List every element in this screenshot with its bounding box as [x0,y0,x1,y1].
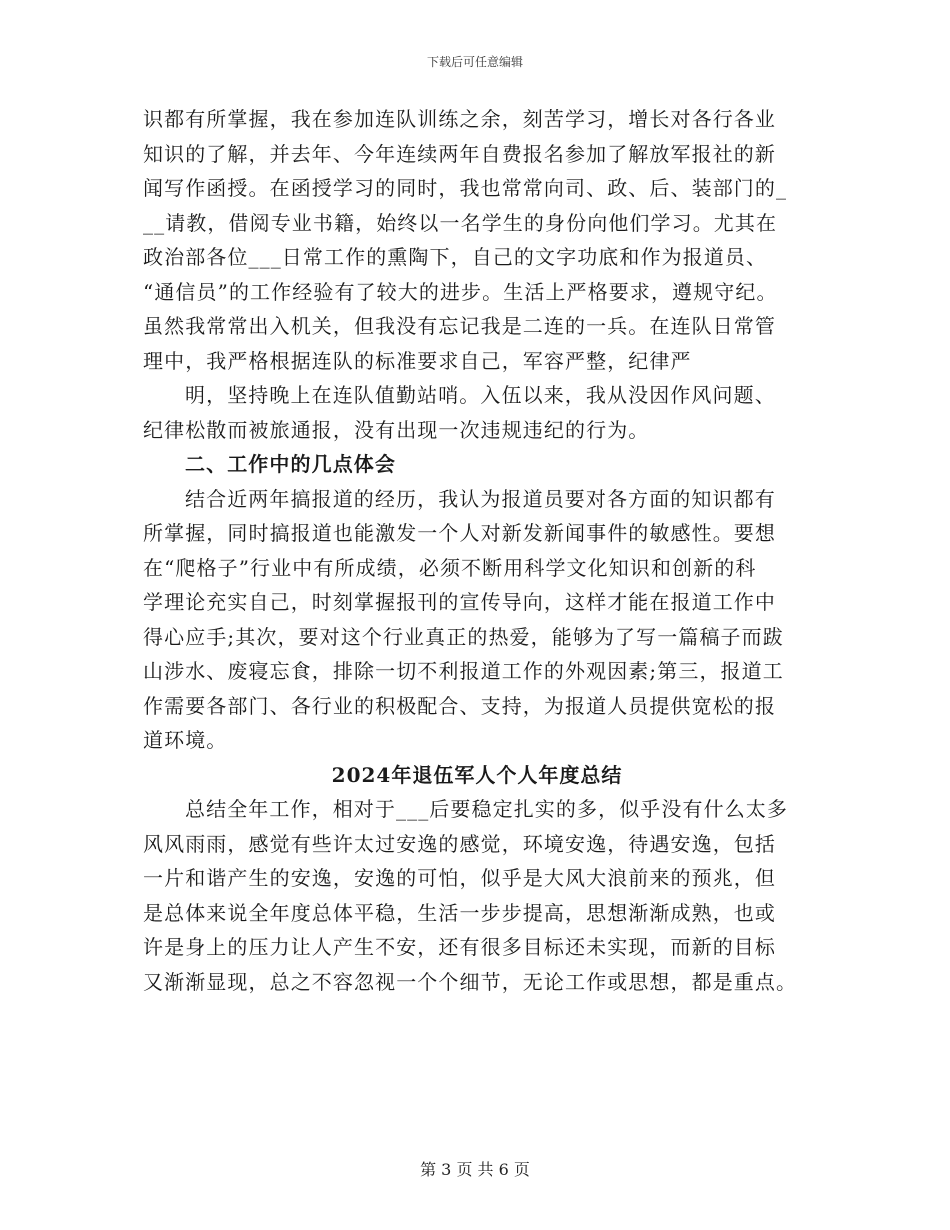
document-body [143,102,811,999]
text-line: 许是身上的压力让人产生不安，还有很多目标还未实现，而新的目标 [143,935,776,959]
paragraph-1 [143,102,811,378]
section-heading: 二、工作中的几点体会 [185,452,396,476]
page-header: 下载后可任意编辑 [426,55,523,69]
text-line: “通信员”的工作经验有了较大的进步。生活上严格要求，遵规守纪。 [143,279,778,304]
text-line: 闻写作函授。在函授学习的同时，我也常常向司、政、后、装部门的_ [143,176,788,200]
text-line: __请教，借阅专业书籍，始终以一名学生的身份向他们学习。尤其在 [143,210,778,235]
text-line: 道环境。 [143,728,228,752]
text-line: 作需要各部门、各行业的积极配合、支持，为报道人员提供宽松的报 [143,693,776,718]
text-line: 总结全年工作，相对于___后要稳定扎实的多，似乎没有什么太多 [185,797,788,821]
text-line: 所掌握，同时搞报道也能激发一个人对新发新闻事件的敏感性。要想 [143,521,776,545]
paragraph-2 [143,378,811,447]
text-line: 政治部各位___日常工作的熏陶下，自己的文字功底和作为报道员、 [143,245,768,269]
page-footer: 第 3 页 共 6 页 [420,1160,530,1179]
text-line: 又渐渐显现，总之不容忽视一个个细节，无论工作或思想，都是重点。 [143,969,798,994]
text-line: 一片和谐产生的安逸，安逸的可怕，似乎是大风大浪前来的预兆，但 [143,866,776,890]
text-line: 山涉水、废寝忘食，排除一切不利报道工作的外观因素;第三，报道工 [143,659,784,683]
text-line: 识都有所掌握，我在参加连队训练之余，刻苦学习，增长对各行各业 [143,107,776,131]
text-line: 虽然我常常出入机关，但我没有忘记我是二连的一兵。在连队日常管 [143,314,776,338]
text-line: 知识的了解，并去年、今年连续两年自费报名参加了解放军报社的新 [143,141,776,166]
paragraph-4 [143,792,811,999]
text-line: 在“爬格子”行业中有所成绩，必须不断用科学文化知识和创新的科 [143,555,757,580]
text-line: 明，坚持晚上在连队值勤站哨。入伍以来，我从没因作风问题、 [185,383,776,407]
text-line: 理中，我严格根据连队的标准要求自己，军容严整，纪律严 [143,348,692,373]
text-line: 结合近两年搞报道的经历，我认为报道员要对各方面的知识都有 [185,486,776,511]
document-title: 2024年退伍军人个人年度总结 [331,762,623,787]
text-line: 学理论充实自己，时刻掌握报刊的宣传导向，这样才能在报道工作中 [143,590,776,614]
text-line: 得心应手;其次，要对这个行业真正的热爱，能够为了写一篇稿子而跋 [143,624,784,649]
text-line: 是总体来说全年度总体平稳，生活一步步提高，思想渐渐成熟，也或 [143,900,776,925]
text-line: 风风雨雨，感觉有些许太过安逸的感觉，环境安逸，待遇安逸，包括 [143,831,776,856]
text-line: 纪律松散而被旅通报，没有出现一次违规违纪的行为。 [143,417,650,442]
paragraph-3 [143,482,811,758]
